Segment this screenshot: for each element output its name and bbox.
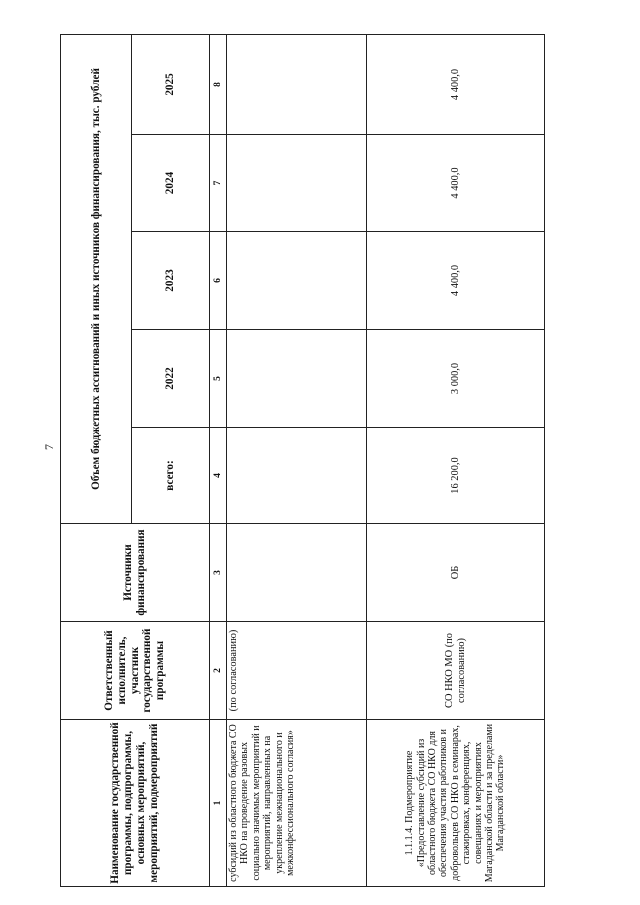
row-2023: 4 400,0 (367, 232, 545, 330)
row-2025 (227, 34, 367, 134)
column-number: 6 (210, 232, 227, 330)
row-total: 16 200,0 (367, 428, 545, 524)
row-2022 (227, 330, 367, 428)
row-name: 1.1.1.4. Подмероприятие «Предоставление субсидий из областного бюджета СО НКО для обеспечения участия работников и добровольцев СО НКО в семинарах, стажировках, конференциях, совещаниях и мероприятиях Магаданской области и за пределами Магаданской области» (367, 720, 545, 887)
header-total: всего: (132, 428, 210, 524)
header-year: 2025 (132, 34, 210, 134)
column-number: 1 (210, 720, 227, 887)
column-number: 4 (210, 428, 227, 524)
page-number: 7 (42, 444, 56, 450)
row-total (227, 428, 367, 524)
row-source: ОБ (367, 524, 545, 622)
row-2024: 4 400,0 (367, 135, 545, 232)
row-2024 (227, 135, 367, 232)
row-2023 (227, 232, 367, 330)
header-name: Наименование государственной программы, подпрограммы, основных мероприятий, мероприятий, подмероприятий (61, 720, 210, 887)
header-executor: Ответственный исполнитель, участник государственной программы (61, 622, 210, 720)
funding-table (60, 34, 545, 887)
column-number: 2 (210, 622, 227, 720)
column-number: 8 (210, 34, 227, 134)
rotated-table-container (60, 35, 544, 887)
row-executor: СО НКО МО (по согласованию) (367, 622, 545, 720)
header-year: 2023 (132, 232, 210, 330)
row-name: субсидий из областного бюджета СО НКО на проведение разовых социально значимых мероприятий и мероприятий, направленных на укрепление межнационального и межконфессионального согласия» (227, 720, 367, 887)
row-source (227, 524, 367, 622)
column-number: 7 (210, 135, 227, 232)
column-number: 3 (210, 524, 227, 622)
header-source: Источники финансирования (61, 524, 210, 622)
row-executor: (по согласованию) (227, 622, 367, 720)
row-2022: 3 000,0 (367, 330, 545, 428)
header-year: 2024 (132, 135, 210, 232)
header-year: 2022 (132, 330, 210, 428)
column-number: 5 (210, 330, 227, 428)
header-funding-group: Объем бюджетных ассигнований и иных источников финансирования, тыс. рублей (61, 34, 132, 523)
row-2025: 4 400,0 (367, 34, 545, 134)
